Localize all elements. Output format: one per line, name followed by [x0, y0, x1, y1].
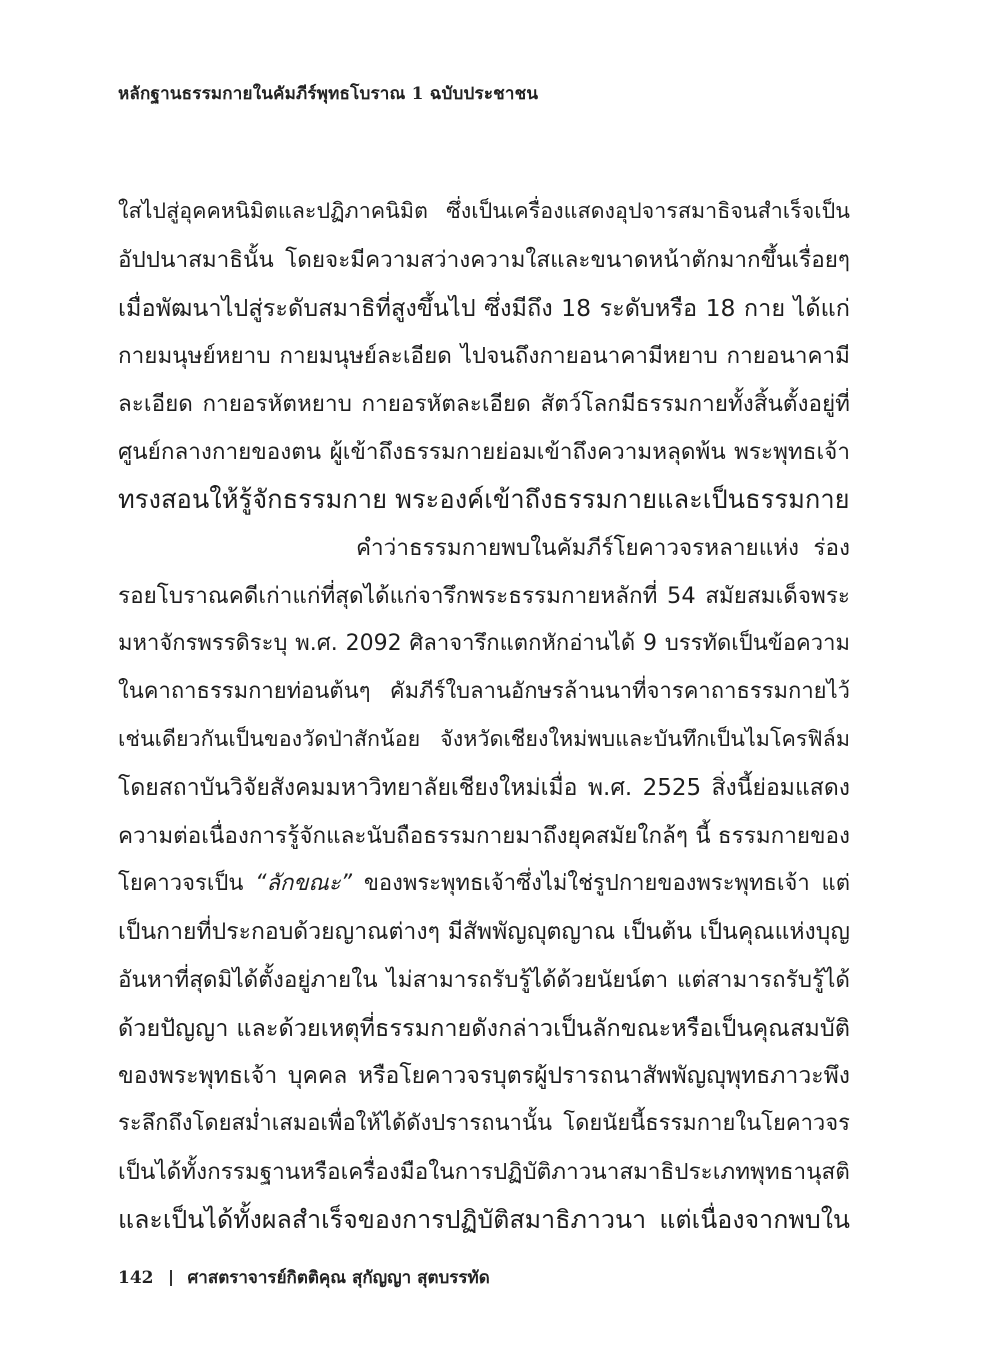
text-line: โดยสถาบันวิจัยสังคมมหาวิทยาลัยเชียงใหม่เมื่อ พ.ศ. 2525 สิ่งนี้ย่อมแสดง [118, 775, 850, 801]
text-line: ศูนย์กลางกายของตน ผู้เข้าถึงธรรมกายย่อมเข้าถึงความหลุดพ้น พระพุทธเจ้า [118, 439, 850, 465]
body-text [118, 188, 850, 1244]
text-line: เช่นเดียวกันเป็นของวัดป่าสักน้อย จังหวัดเชียงใหม่พบและบันทึกเป็นไมโครฟิล์ม [118, 727, 850, 752]
text-line: ทรงสอนให้รู้จักธรรมกาย พระองค์เข้าถึงธรรมกายและเป็นธรรมกาย [118, 485, 850, 515]
page-number: 142 [118, 1267, 154, 1288]
text-line-with-emphasis [118, 860, 850, 908]
text-line: อันหาที่สุดมิได้ตั้งอยู่ภายใน ไม่สามารถรับรู้ได้ด้วยนัยน์ตา แต่สามารถรับรู้ได้ [118, 967, 850, 993]
text-line: และเป็นได้ทั้งผลสำเร็จของการปฏิบัติสมาธิภาวนา แต่เนื่องจากพบใน [118, 1205, 850, 1234]
text-line: อัปปนาสมาธินั้น โดยจะมีความสว่างความใสและขนาดหน้าตักมากขึ้นเรื่อยๆ [118, 247, 850, 273]
text-line: ด้วยปัญญา และด้วยเหตุที่ธรรมกายดังกล่าวเป็นลักขณะหรือเป็นคุณสมบัติ [118, 1014, 850, 1042]
text-line: เป็นได้ทั้งกรรมฐานหรือเครื่องมือในการปฏิบัติภาวนาสมาธิประเภทพุทธานุสติ [118, 1159, 850, 1185]
paragraph-first-line: คำว่าธรรมกายพบในคัมภีร์โยคาวจรหลายแห่ง ร่อง [356, 535, 850, 561]
text-line: ใสไปสู่อุคคหนิมิตและปฏิภาคนิมิต ซึ่งเป็นเครื่องแสดงอุปจารสมาธิจนสำเร็จเป็น [118, 199, 850, 224]
text-line: ในคาถาธรรมกายท่อนต้นๆ คัมภีร์ใบลานอักษรล้านนาที่จารคาถาธรรมกายไว้ [118, 679, 850, 704]
text-line: ของพระพุทธเจ้า บุคคล หรือโยคาวจรบุตรผู้ปรารถนาสัพพัญญุพุทธภาวะพึง [118, 1063, 850, 1089]
text-line: เป็นกายที่ประกอบด้วยญาณต่างๆ มีสัพพัญญุตญาณ เป็นต้น เป็นคุณแห่งบุญ [118, 919, 850, 945]
text-line: รอยโบราณคดีเก่าแก่ที่สุดได้แก่จารึกพระธรรมกายหลักที่ 54 สมัยสมเด็จพระ [118, 583, 850, 609]
footer-author: ศาสตราจารย์กิตติคุณ สุกัญญา สุตบรรทัด [187, 1268, 490, 1288]
emphasized-term: “ลักขณะ” [255, 871, 353, 896]
text-line: ระลึกถึงโดยสม่ำเสมอเพื่อให้ได้ดังปรารถนานั้น โดยนัยนี้ธรรมกายในโยคาวจร [118, 1111, 850, 1136]
text-line: มหาจักรพรรดิระบุ พ.ศ. 2092 ศิลาจารึกแตกหักอ่านได้ 9 บรรทัดเป็นข้อความ [118, 631, 850, 656]
footer-separator [170, 1270, 172, 1286]
text-line: ความต่อเนื่องการรู้จักและนับถือธรรมกายมาถึงยุคสมัยใกล้ๆ นี้ ธรรมกายของ [118, 823, 850, 849]
text-line: กายมนุษย์หยาบ กายมนุษย์ละเอียด ไปจนถึงกายอนาคามีหยาบ กายอนาคามี [118, 343, 850, 369]
text-line: เมื่อพัฒนาไปสู่ระดับสมาธิที่สูงขึ้นไป ซึ่งมีถึง 18 ระดับหรือ 18 กาย ได้แก่ [118, 294, 850, 322]
text-fragment: ของพระพุทธเจ้าซึ่งไม่ใช่รูปกายของพระพุทธเจ้า แต่ [352, 871, 850, 896]
running-header: หลักฐานธรรมกายในคัมภีร์พุทธโบราณ 1 ฉบับประชาชน [118, 84, 539, 104]
text-line: ละเอียด กายอรหัตหยาบ กายอรหัตละเอียด สัตว์โลกมีธรรมกายทั้งสิ้นตั้งอยู่ที่ [118, 391, 850, 417]
page-footer [118, 1264, 490, 1291]
text-fragment: โยคาวจรเป็น [118, 871, 256, 896]
